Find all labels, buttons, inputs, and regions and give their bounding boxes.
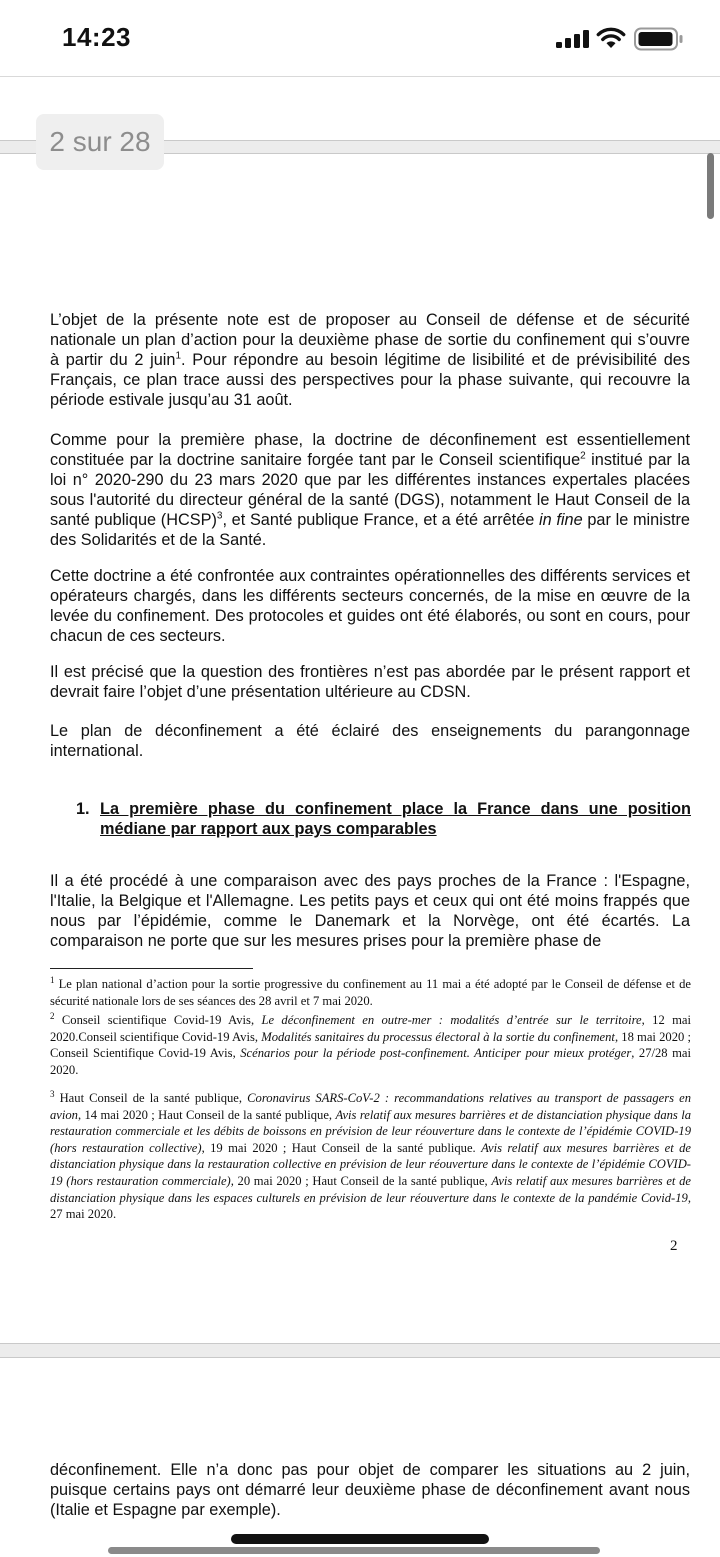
text-line: L’objet de la présente note est de proposer au Conseil de défense et de sécurité: [50, 311, 690, 329]
home-indicator[interactable]: [231, 1534, 489, 1544]
footnote-3: [50, 1090, 691, 1223]
paragraph-continuation: [50, 1460, 690, 1520]
section-heading-1: [76, 799, 691, 839]
paragraph-borders: [50, 662, 690, 702]
text-line: Cette doctrine a été confrontée aux contraintes opérationnelles des différents services: [50, 567, 672, 585]
footnote-italic: Modalités sanitaires du processus électoral à la sortie du confinement: [261, 1029, 615, 1044]
footnote-text: , 27 mai 2020.: [50, 1190, 691, 1222]
paragraph-benchmark: [50, 721, 690, 761]
text-line: constituée par la doctrine sanitaire forgée tant par le Conseil scientifique: [50, 451, 581, 470]
footnote-1: [50, 976, 691, 1009]
paragraph-comparison: [50, 871, 690, 951]
section-number: 1.: [76, 800, 90, 818]
paragraph-objective: [50, 310, 690, 410]
footnote-ref-2[interactable]: 2: [580, 450, 586, 462]
wifi-icon: [596, 27, 626, 49]
text-line: Il a été procédé à une comparaison avec des pays proches de la France : l'Espagne,: [50, 872, 690, 890]
footnote-mark: 2: [50, 1010, 55, 1021]
footnote-italic: Avis relatif aux mesures barrières et de distanciation physique dans la restauration collective en prévision de leur réouverture dans le contexte de l’épidémie COVID-19 (hors restauration commerciale),: [50, 1140, 691, 1188]
italic-text: in: [539, 511, 552, 530]
text-line: international.: [50, 742, 144, 761]
text-line: Conseil de la santé publique (HCSP): [50, 491, 691, 530]
section-title: [100, 799, 691, 839]
text-line: Le plan de déconfinement a été éclairé des enseignements du parangonnage: [50, 722, 690, 740]
document-page-3: [0, 1358, 720, 1557]
text-line: placées sous l'autorité du directeur général de la santé (DGS), notamment le Haut: [50, 471, 690, 510]
page-number: 2: [670, 1238, 678, 1254]
footnote-2: [50, 1012, 691, 1078]
text-line: et devrait faire l’objet d’une présentation ultérieure au CDSN.: [50, 663, 691, 702]
paragraph-doctrine: [50, 430, 690, 551]
text-line: et opérateurs chargés, dans les différents secteurs concernés, de la mise en œuvre: [50, 567, 690, 606]
text-line: l'Italie, la Belgique et l'Allemagne. Les petits pays et ceux qui ont été moins frappés: [50, 892, 658, 911]
horizontal-scrollbar[interactable]: [108, 1547, 600, 1554]
text-line: par le ministre des Solidarités et de la Santé.: [50, 511, 690, 550]
footnote-text: Haut Conseil de la santé publique,: [54, 1091, 248, 1105]
battery-icon: [634, 27, 684, 51]
footnote-text: Conseil scientifique Covid-19 Avis,: [54, 1013, 262, 1027]
text-line: médiane par rapport aux pays comparables: [100, 820, 437, 839]
footnote-italic: Avis relatif aux mesures barrières et de distanciation physique dans la restauration commerciale et les débits de boissons en prévision de leur réouverture dans le contexte de l’épidémie COVID-19 (hors restauration collective): [50, 1107, 691, 1155]
text-line: à partir du 2 juin: [50, 351, 176, 370]
text-line: puisque certains pays ont démarré leur deuxième phase de déconfinement avant nous: [50, 1481, 690, 1500]
footnote-text: 20 mai 2020 ; Haut Conseil de la santé publique,: [233, 1173, 492, 1188]
vertical-scrollbar[interactable]: [707, 153, 714, 219]
status-bar-divider: [0, 76, 720, 77]
text-line: cours, pour chacun de ces secteurs.: [50, 607, 690, 646]
text-line: de la levée du confinement. Des protocoles et guides ont été élaborés, ou sont en: [50, 587, 690, 626]
page-separator-middle: [0, 1343, 720, 1358]
footnote-text: , 14 mai 2020 ; Haut Conseil de la santé publique,: [77, 1107, 336, 1122]
text-line: comparaison ne porte que sur les mesures prises pour la première phase de: [50, 932, 602, 951]
footnote-separator: [50, 968, 253, 969]
footnote-italic: Avis relatif aux mesures barrières et de distanciation physique dans les espaces culturels en prévision de leur réouverture dans le contexte de la pandémie Covid-19: [50, 1173, 691, 1205]
text-line: . Pour répondre au besoin légitime de lisibilité et de prévisibilité des: [181, 351, 690, 370]
paragraph-constraints: [50, 566, 690, 646]
footnote-text: , 18 mai 2020 ; Conseil Scientifique Covid-19 Avis,: [50, 1029, 691, 1061]
footnote-mark: 1: [50, 974, 55, 985]
text-line: nationale un plan d’action pour la deuxième phase de sortie du confinement qui s’ouvre: [50, 331, 690, 350]
cellular-signal-icon: [556, 30, 590, 48]
footnote-ref-1[interactable]: 1: [175, 350, 182, 362]
footnote-italic: Coronavirus SARS-CoV-2 : recommandations relatives au transport de passagers en avion: [50, 1091, 691, 1122]
status-time: 14:23: [62, 22, 131, 52]
italic-text: fine: [556, 511, 583, 530]
status-bar: [0, 0, 720, 76]
text-line: Comme pour la première phase, la doctrine de déconfinement est essentiellement: [50, 431, 690, 449]
text-line: , et Santé publique France, et a été arrêtée: [222, 511, 540, 530]
text-line: que nous par l’épidémie, comme le Danemark et la Norvège, ont été écartés. La: [50, 892, 690, 931]
text-line: la loi n° 2020-290 du 23 mars 2020 que par les différentes instances expertales: [50, 451, 690, 490]
footnote-mark: 3: [50, 1088, 55, 1099]
footnote-ref-3[interactable]: 3: [216, 510, 223, 522]
text-line: La première phase du confinement place la France dans une position: [100, 800, 691, 818]
footnote-text: Le plan national d’action pour la sortie progressive du confinement au 11 mai a été adopté par le Conseil de défense et de sécurité nationale lors de ses séances des 28 avril et 7 mai 2020.: [50, 977, 691, 1008]
text-line: période estivale jusqu’au 31 août.: [50, 391, 293, 410]
page-indicator: 2 sur 28: [36, 114, 164, 170]
text-line: Il est précisé que la question des frontières n’est pas abordée par le présent rapport: [50, 663, 671, 681]
footnote-italic: Scénarios pour la période post-confinement. Anticiper pour mieux protéger: [240, 1046, 632, 1061]
separator-line: [0, 1343, 720, 1344]
footnote-text: , 12 mai 2020.Conseil scientifique Covid-19 Avis,: [50, 1013, 691, 1044]
footnote-text: , 27/28 mai 2020.: [50, 1046, 691, 1077]
text-line: institué par: [585, 451, 672, 470]
text-line: (Italie et Espagne par exemple).: [50, 1501, 281, 1520]
text-line: déconfinement. Elle n’a donc pas pour objet de comparer les situations au 2 juin,: [50, 1461, 690, 1479]
footnote-italic: Le déconfinement en outre-mer : modalités d’entrée sur le territoire: [261, 1013, 642, 1027]
text-line: Français, ce plan trace aussi des perspectives pour la phase suivante, qui recouvre la: [50, 371, 690, 390]
footnote-text: , 19 mai 2020 ; Haut Conseil de la santé publique.: [201, 1140, 482, 1155]
